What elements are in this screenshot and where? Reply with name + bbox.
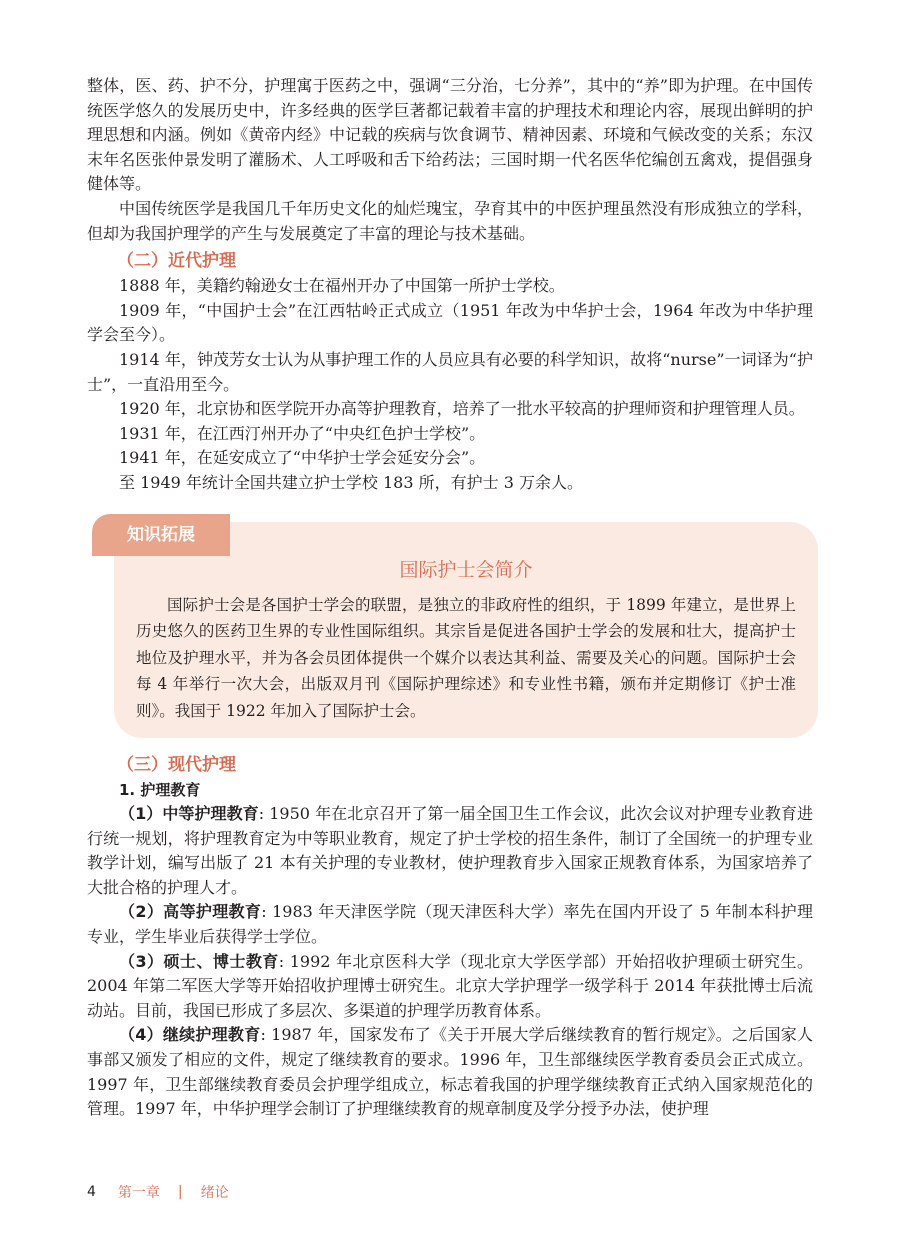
education-item-label: （4）继续护理教育 [119,1025,261,1045]
education-item-text: : 1950 年在北京召开了第一届全国卫生工作会议，此次会议对护理专业教育进行统一规划，将护理教育定为中等职业教育，规定了护士学校的招生条件，制订了全国统一的护理专业教学计划，编写出版了 21 本有关护理的专业教材，使护理教育步入国家正规教育体系，为国家培养了大批合格的护理人才。 [87,804,813,897]
education-item-label: （1）中等护理教育 [119,804,259,823]
chapter-title: 绪论 [200,1185,229,1201]
history-item: 至 1949 年统计全国共建立护士学校 183 所，有护士 3 万余人。 [119,472,583,492]
history-item: 1920 年，北京协和医学院开办高等护理教育，培养了一批水平较高的护理师资和护理管理人员。 [119,399,805,419]
knowledge-text: 国际护士会是各国护士学会的联盟，是独立的非政府性的组织，于 1899 年建立，是世界上历史悠久的医药卫生界的专业性国际组织。其宗旨是促进各国护士学会的发展和壮大，提高护士地位及护理水平，并为各会员团体提供一个媒介以表达其利益、需要及关心的问题。国际护士会每 4 年举行一次大会，出版双月刊《国际护理综述》和专业性书籍，颁布并定期修订《护士准则》。我国于 1922 年加入了国际护士会。 [136,595,796,720]
education-item-label: （3）硕士、博士教育 [119,951,279,971]
history-item: 1931 年，在江西汀州开办了“中央红色护士学校”。 [119,423,486,443]
education-item-text: : 1987 年，国家发布了《关于开展大学后继续教育的暂行规定》。之后国家人事部又颁发了相应的文件，规定了继续教育的要求。1996 年，卫生部继续医学教育委员会正式成立。1997 年，卫生部继续教育委员会护理学组成立，标志着我国的护理学继续教育正式纳入国家规范化的管理。1997 年，中华护理学会制订了护理继续教育的规章制度及学分授予办法，使护理 [87,1025,813,1119]
history-item: 1941 年，在延安成立了“中华护士学会延安分会”。 [119,448,486,468]
education-item [87,950,813,1024]
history-item: 1909 年，“中国护士会”在江西牯岭正式成立（1951 年改为中华护士会，1964 年改为中华护理学会至今）。 [87,300,813,345]
education-item-label: （2）高等护理教育 [119,902,262,922]
education-item-text: : 1992 年北京医科大学（现北京大学医学部）开始招收护理硕士研究生。2004 年第二军医大学等开始招收护理博士研究生。北京大学护理学一级学科于 2014 年获批博士后流动站。目前，我国已形成了多层次、多渠道的护理学历教育体系。 [87,951,813,1020]
education-item [87,802,813,900]
chapter-label: 第一章 [117,1185,160,1201]
history-item: 1914 年，钟茂芳女士认为从事护理工作的人员应具有必要的科学知识，故将“nurse”一词译为“护士”，一直沿用至今。 [87,349,813,394]
history-item: 1888 年，美籍约翰逊女士在福州开办了中国第一所护士学校。 [119,276,565,296]
section-heading-contemporary: （三）现代护理 [117,755,236,775]
footer-separator: | [177,1184,183,1200]
body-paragraph: 中国传统医学是我国几千年历史文化的灿烂瑰宝，孕育其中的中医护理虽然没有形成独立的学科，但却为我国护理学的产生与发展奠定了丰富的理论与技术基础。 [87,198,813,243]
subsection-heading-education: 1. 护理教育 [119,781,201,799]
page-content [87,74,813,1122]
knowledge-title: 国际护士会简介 [399,558,533,581]
education-item [87,1023,813,1121]
page-number: 4 [87,1184,96,1200]
education-item [87,900,813,949]
section-heading-modern-history: （二）近代护理 [117,251,236,272]
knowledge-extension-box [92,522,818,739]
education-item-text: : 1983 年天津医学院（现天津医科大学）率先在国内开设了 5 年制本科护理专业，学生毕业后获得学士学位。 [87,902,813,946]
page-footer [87,1182,229,1202]
knowledge-tab-label: 知识拓展 [92,514,230,556]
body-paragraph: 整体，医、药、护不分，护理寓于医药之中，强调“三分治，七分养”，其中的“养”即为护理。在中国传统医学悠久的发展历史中，许多经典的医学巨著都记载着丰富的护理技术和理论内容，展现出鲜明的护理思想和内涵。例如《黄帝内经》中记载的疾病与饮食调节、精神因素、环境和气候改变的关系；东汉末年名医张仲景发明了灌肠术、人工呼吸和舌下给药法；三国时期一代名医华佗编创五禽戏，提倡强身健体等。 [87,76,813,194]
